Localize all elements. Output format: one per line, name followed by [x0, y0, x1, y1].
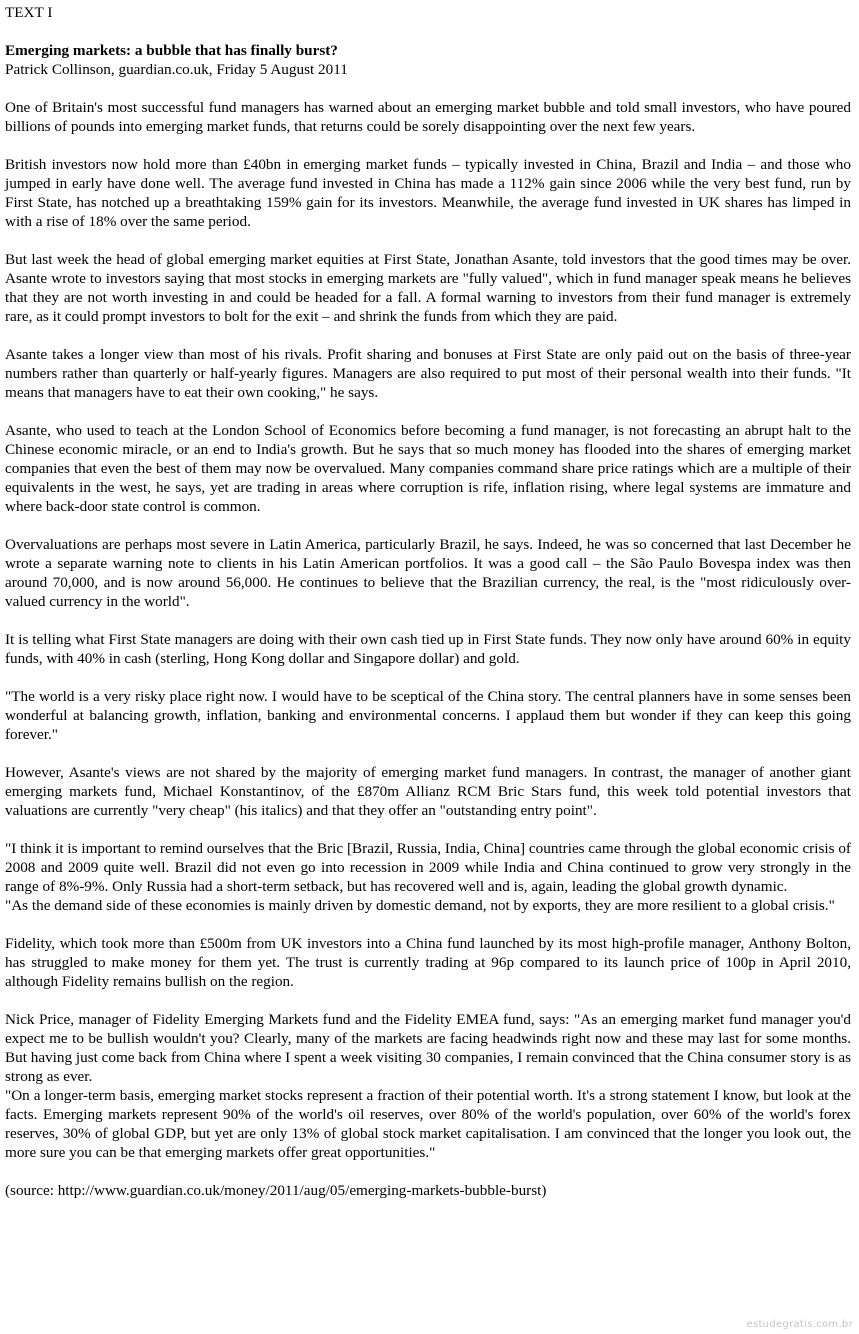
article-paragraph: "The world is a very risky place right now. I would have to be sceptical of the China story. The central planners have in some senses been wonderful at balancing growth, inflation, banking and environmental concerns. I applaud them but wonder if they can keep this going forever."	[5, 688, 851, 743]
article-paragraph: It is telling what First State managers are doing with their own cash tied up in First State funds. They now only have around 60% in equity funds, with 40% in cash (sterling, Hong Kong dollar and Singapore dollar) and gold.	[5, 631, 851, 667]
article-paragraph: Asante, who used to teach at the London School of Economics before becoming a fund manager, is not forecasting an abrupt halt to the Chinese economic miracle, or an end to India's growth. But he says that so much money has flooded into the shares of emerging market companies that even the best of them may now be overvalued. Many companies command share price ratings which are a multiple of their equivalents in the west, he says, yet are trading in areas where corruption is rife, inflation rising, where legal systems are immature and where back-door state control is common.	[5, 422, 851, 515]
watermark: estudegratis.com.br	[746, 1319, 853, 1330]
article-paragraph: However, Asante's views are not shared by the majority of emerging market fund managers. In contrast, the manager of another giant emerging markets fund, Michael Konstantinov, of the £870m Allianz RCM Bric Stars fund, this week told potential investors that valuations are currently "very cheap" (his italics) and that they offer an "outstanding entry point".	[5, 764, 851, 819]
article-title: Emerging markets: a bubble that has finally burst?	[5, 42, 338, 59]
text-label: TEXT I	[5, 4, 53, 21]
article-paragraph: Overvaluations are perhaps most severe in Latin America, particularly Brazil, he says. Indeed, he was so concerned that last December he wrote a separate warning note to clients in his Latin American portfolios. It was a good call – the São Paulo Bovespa index was then around 70,000, and is now around 56,000. He continues to believe that the Brazilian currency, the real, is the "most ridiculously over-valued currency in the world".	[5, 536, 851, 610]
article-paragraph: "I think it is important to remind ourselves that the Bric [Brazil, Russia, India, China] countries came through the global economic crisis of 2008 and 2009 quite well. Brazil did not even go into recession in 2009 while India and China continued to grow very strongly in the range of 8%-9%. Only Russia had a short-term setback, but has recovered well and is, again, leading the global growth dynamic.	[5, 840, 851, 895]
article-byline: Patrick Collinson, guardian.co.uk, Friday 5 August 2011	[5, 61, 348, 78]
article-source: (source: http://www.guardian.co.uk/money/2011/aug/05/emerging-markets-bubble-burst)	[5, 1182, 547, 1199]
article-paragraph: Asante takes a longer view than most of his rivals. Profit sharing and bonuses at First State are only paid out on the basis of three-year numbers rather than quarterly or half-yearly figures. Managers are also required to put most of their personal wealth into their funds. "It means that managers have to eat their own cooking," he says.	[5, 346, 851, 401]
article-paragraph: British investors now hold more than £40bn in emerging market funds – typically invested in China, Brazil and India – and those who jumped in early have done well. The average fund invested in China has made a 112% gain since 2006 while the very best fund, run by First State, has notched up a breathtaking 159% gain for its investors. Meanwhile, the average fund invested in UK shares has limped in with a rise of 18% over the same period.	[5, 156, 851, 230]
document-page	[5, 3, 851, 1200]
article-paragraph: But last week the head of global emerging market equities at First State, Jonathan Asante, told investors that the good times may be over. Asante wrote to investors saying that most stocks in emerging markets are "fully valued", which in fund manager speak means he believes that they are not worth investing in and could be headed for a fall. A formal warning to investors from their fund manager is extremely rare, as it could prompt investors to bolt for the exit – and shrink the funds from which they are paid.	[5, 251, 851, 325]
article-paragraph: Nick Price, manager of Fidelity Emerging Markets fund and the Fidelity EMEA fund, says: "As an emerging market fund manager you'd expect me to be bullish wouldn't you? Clearly, many of the markets are facing headwinds right now and these may last for some months. But having just come back from China where I spent a week visiting 30 companies, I remain convinced that the China consumer story is as strong as ever.	[5, 1011, 851, 1085]
article-paragraph: "As the demand side of these economies is mainly driven by domestic demand, not by exports, they are more resilient to a global crisis."	[5, 897, 835, 914]
article-paragraph: One of Britain's most successful fund managers has warned about an emerging market bubble and told small investors, who have poured billions of pounds into emerging market funds, that returns could be sorely disappointing over the next few years.	[5, 99, 851, 135]
article-paragraph: "On a longer-term basis, emerging market stocks represent a fraction of their potential worth. It's a strong statement I know, but look at the facts. Emerging markets represent 90% of the world's oil reserves, over 80% of the world's population, over 60% of the world's forex reserves, 30% of global GDP, but yet are only 13% of global stock market capitalisation. I am convinced that the longer you look out, the more sure you can be that emerging markets offer great opportunities."	[5, 1087, 851, 1161]
article-paragraph: Fidelity, which took more than £500m from UK investors into a China fund launched by its most high-profile manager, Anthony Bolton, has struggled to make money for them yet. The trust is currently trading at 96p compared to its launch price of 100p in April 2010, although Fidelity remains bullish on the region.	[5, 935, 851, 990]
